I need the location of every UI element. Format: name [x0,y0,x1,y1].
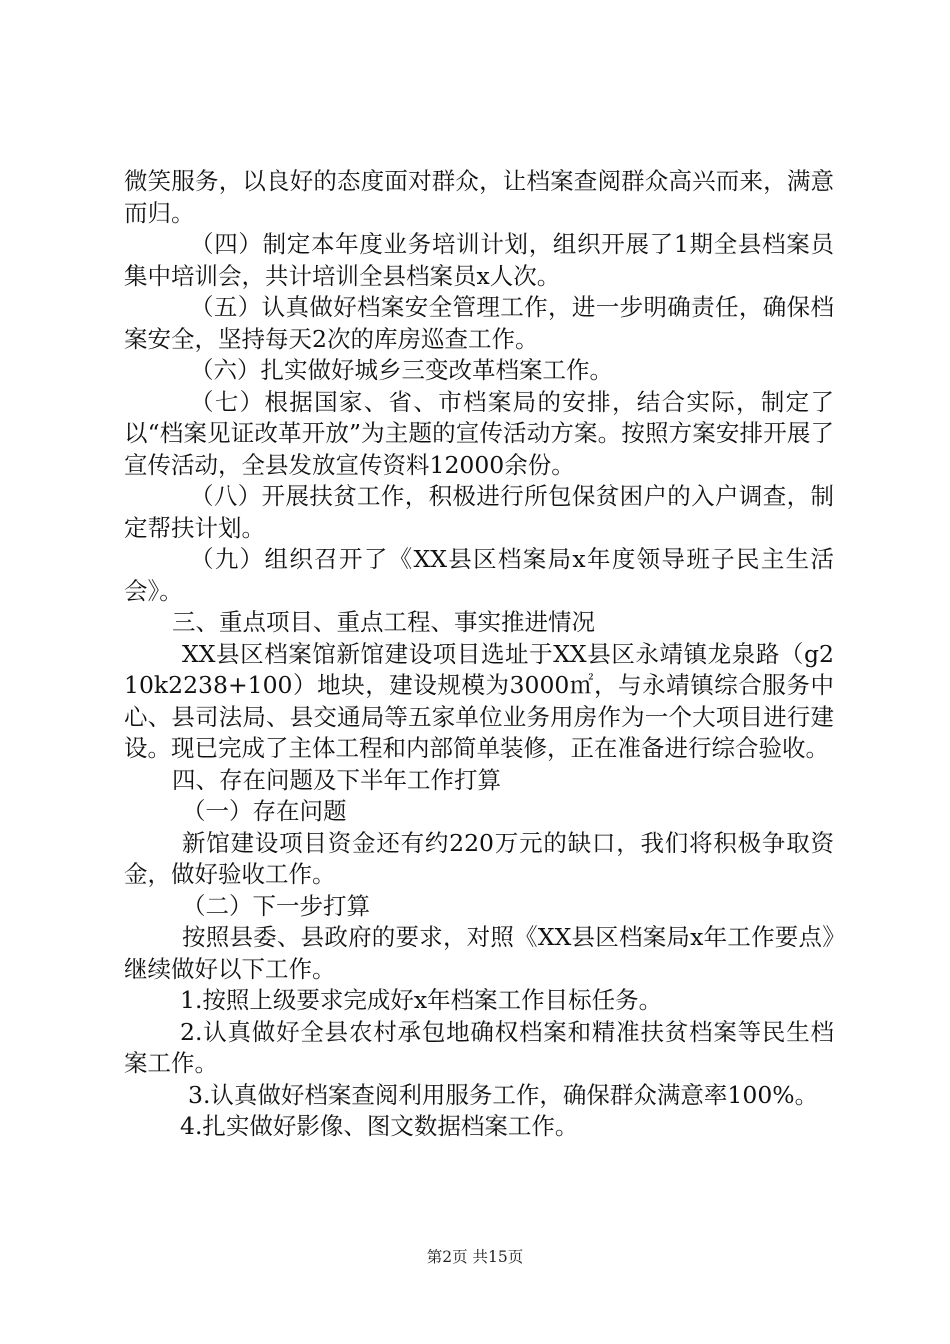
section-heading-3: 三、重点项目、重点工程、事实推进情况 [172,608,595,636]
paragraph-item-7: （七）根据国家、省、市档案局的安排，结合实际，制定了以“档案见证改革开放”为主题的宣传活动方案。按照方案安排开展了宣传活动，全县发放宣传资料12000余份。 [124,387,834,479]
paragraph-project: XX县区档案馆新馆建设项目选址于XX县区永靖镇龙泉路（g210k2238+100）地块，建设规模为3000㎡，与永靖镇综合服务中心、县司法局、县交通局等五家单位业务用房作为一个大项目进行建设。现已完成了主体工程和内部简单装修，正在准备进行综合验收。 [124,639,834,762]
subheading-problems: （一）存在问题 [182,797,347,825]
page-footer: 第2页 共15页 [426,1248,524,1266]
document-body [124,166,834,1143]
list-item-3: 3.认真做好档案查阅利用服务工作，确保群众满意率100%。 [188,1080,819,1109]
paragraph-item-5: （五）认真做好档案安全管理工作，进一步明确责任，确保档案安全，坚持每天2次的库房巡查工作。 [124,293,834,353]
paragraph-item-4: （四）制定本年度业务培训计划，组织开展了1期全县档案员集中培训会，共计培训全县档案员x人次。 [124,230,834,290]
list-item-1: 1.按照上级要求完成好x年档案工作目标任务。 [180,986,663,1014]
section-heading-4: 四、存在问题及下半年工作打算 [172,765,501,794]
list-item-4: 4.扎实做好影像、图文数据档案工作。 [180,1112,579,1140]
subheading-next-steps: （二）下一步打算 [182,891,370,920]
list-item-2: 2.认真做好全县农村承包地确权档案和精准扶贫档案等民生档案工作。 [124,1017,834,1077]
paragraph-problems: 新馆建设项目资金还有约220万元的缺口，我们将积极争取资金，做好验收工作。 [124,828,834,888]
paragraph-item-9: （九）组织召开了《XX县区档案局x年度领导班子民主生活会》。 [124,545,834,605]
paragraph-item-6: （六）扎实做好城乡三变改革档案工作。 [190,356,613,384]
paragraph-item-8: （八）开展扶贫工作，积极进行所包保贫困户的入户调查，制定帮扶计划。 [124,482,834,542]
paragraph-continuation: 微笑服务，以良好的态度面对群众，让档案查阅群众高兴而来，满意而归。 [124,167,834,227]
paragraph-next-steps: 按照县委、县政府的要求，对照《XX县区档案局x年工作要点》继续做好以下工作。 [124,923,834,983]
